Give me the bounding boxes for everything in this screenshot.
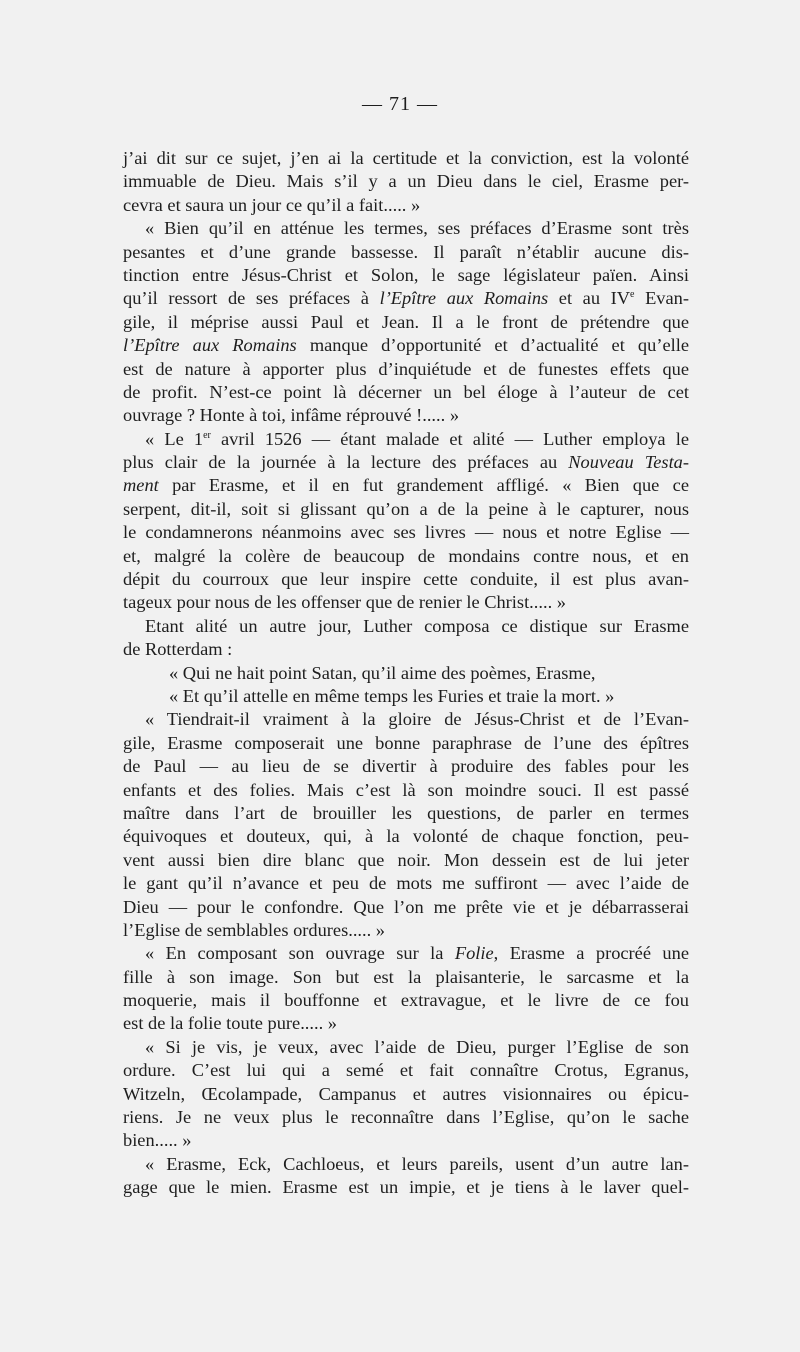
text-line: j’ai dit sur ce sujet, j’en ai la certitude et la conviction, est la volonté [123,148,689,168]
text-line: ouvrage ? Honte à toi, infâme réprouvé !..... » [123,405,460,426]
text-line: « Erasme, Eck, Cachloeus, et leurs pareils, usent d’un autre lan- [145,1153,689,1174]
text-line: immuable de Dieu. Mais s’il y a un Dieu dans le ciel, Erasme per- [123,171,689,192]
text-line: serpent, dit-il, soit si glissant qu’on a de la peine à le capturer, nous [123,498,689,519]
text-line: plus clair de la journée à la lecture des préfaces au Nouveau Testa- [123,452,689,473]
text-line: « Qui ne hait point Satan, qu’il aime des poèmes, Erasme, [169,662,596,683]
text-line: moquerie, mais il bouffonne et extravague, et le livre de ce fou [123,990,689,1011]
text-line: l’Epître aux Romains manque d’opportunité et d’actualité et qu’elle [123,335,689,356]
text-line: riens. Je ne veux plus le reconnaître dans l’Eglise, qu’on le sache [123,1107,689,1128]
text-line: et, malgré la colère de beaucoup de mondains contre nous, et en [123,545,689,566]
text-line: gile, Erasme composerait une bonne paraphrase de l’une des épîtres [123,732,689,753]
text-line: « Et qu’il attelle en même temps les Furies et traie la mort. » [169,685,615,706]
text-line: vent aussi bien dire blanc que noir. Mon dessein est de lui jeter [123,849,689,870]
body-text [123,147,689,1200]
text-line: de profit. N’est-ce point là décerner un bel éloge à l’auteur de cet [123,381,689,402]
text-line: ment par Erasme, et il en fut grandement affligé. « Bien que ce [123,475,689,496]
text-line: bien..... » [123,1130,192,1151]
text-line: pesantes et d’une grande bassesse. Il paraît n’établir aucune dis- [123,241,689,262]
text-line: dépit du courroux que leur inspire cette conduite, il est plus avan- [123,569,689,590]
text-line: l’Eglise de semblables ordures..... » [123,919,386,940]
page-number: — 71 — [362,93,438,115]
text-line: Dieu — pour le confondre. Que l’on me prête vie et je débarrasserai [123,896,689,917]
text-line: Witzeln, Œcolampade, Campanus et autres visionnaires ou épicu- [123,1083,689,1104]
text-line: tinction entre Jésus-Christ et Solon, le sage législateur païen. Ainsi [123,264,689,285]
text-line: de Rotterdam : [123,639,233,660]
text-line: enfants et des folies. Mais c’est là son moindre souci. Il est passé [123,779,689,800]
text-line: est de la folie toute pure..... » [123,1013,337,1034]
text-line: « En composant son ouvrage sur la Folie, Erasme a procréé une [145,943,689,964]
text-line: « Le 1er avril 1526 — étant malade et alité — Luther employa le [145,428,689,449]
text-line: Etant alité un autre jour, Luther composa ce distique sur Erasme [145,615,689,636]
text-line: tageux pour nous de les offenser que de renier le Christ..... » [123,592,566,613]
text-line: de Paul — au lieu de se divertir à produire des fables pour les [123,756,689,777]
text-line: cevra et saura un jour ce qu’il a fait..... » [123,194,421,215]
text-line: le gant qu’il n’avance et peu de mots me suffiront — avec l’aide de [123,873,689,894]
text-line: « Tiendrait-il vraiment à la gloire de Jésus-Christ et de l’Evan- [145,709,689,730]
text-line: est de nature à apporter plus d’inquiétude et de funestes effets que [123,358,689,379]
text-line: « Si je vis, je veux, avec l’aide de Dieu, purger l’Eglise de son [145,1036,689,1057]
text-line: gile, il méprise aussi Paul et Jean. Il a le front de prétendre que [123,311,689,332]
text-line: équivoques et douteux, qui, à la volonté de chaque fonction, peu- [123,826,689,847]
text-line: maître dans l’art de brouiller les questions, de parler en termes [123,802,689,823]
text-line: « Bien qu’il en atténue les termes, ses préfaces d’Erasme sont très [145,218,689,239]
text-line: qu’il ressort de ses préfaces à l’Epître aux Romains et au IVe Evan- [123,288,689,309]
text-line: fille à son image. Son but est la plaisanterie, le sarcasme et la [123,966,689,987]
text-line: le condamnerons néanmoins avec ses livres — nous et notre Eglise — [123,522,689,543]
text-line: gage que le mien. Erasme est un impie, et je tiens à le laver quel- [123,1177,689,1198]
text-line: ordure. C’est lui qui a semé et fait connaître Crotus, Egranus, [123,1060,689,1081]
